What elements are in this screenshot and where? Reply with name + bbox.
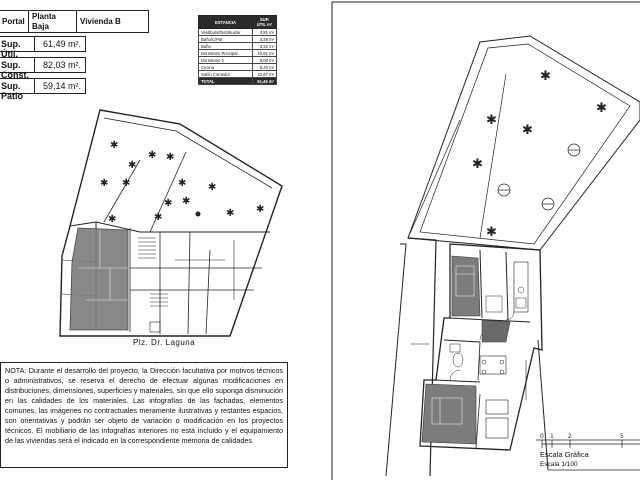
room-name: Baño/C/Pat xyxy=(199,36,253,43)
tree-icons xyxy=(472,69,607,240)
tree-icon: ✱ xyxy=(226,208,235,219)
scale-bar xyxy=(542,440,640,448)
room-table-header-name: ESTANCIA xyxy=(199,16,253,29)
tree-icon: ✱ xyxy=(154,212,163,223)
table-row xyxy=(199,64,277,71)
shrub-icons xyxy=(498,144,580,210)
street-label: Plz. Dr. Laguna xyxy=(133,338,196,347)
tree-icons xyxy=(100,140,264,225)
sup-const-box xyxy=(0,57,86,80)
sup-patio-label: Sup. Patio xyxy=(0,79,35,93)
table-row xyxy=(199,36,277,43)
room-area: 3,81 m² xyxy=(253,29,277,36)
tree-icon: ✱ xyxy=(596,101,607,116)
sup-const-value: 82,03 m². xyxy=(42,60,81,70)
room-area: 10,61 m² xyxy=(253,50,277,57)
table-row xyxy=(199,71,277,78)
sup-util-value: 61,49 m². xyxy=(42,39,81,49)
vivienda-cell: Vivienda B xyxy=(77,11,149,33)
room-area-table xyxy=(198,15,277,85)
table-row xyxy=(199,29,277,36)
room-name: Salón Comedor xyxy=(199,71,253,78)
tree-icon: ✱ xyxy=(108,214,117,225)
room-area: 3,32 m² xyxy=(253,43,277,50)
room-name: Vestíbulo/Distribuidor xyxy=(199,29,253,36)
sup-const-label: Sup. Const. xyxy=(0,58,35,72)
right-sheet xyxy=(330,0,640,480)
room-area: 3,38 m² xyxy=(253,36,277,43)
tree-icon: ✱ xyxy=(522,123,533,138)
sup-util-box xyxy=(0,36,86,59)
room-name: Cocina xyxy=(199,64,253,71)
tree-icon: ✱ xyxy=(110,140,119,151)
highlighted-unit xyxy=(70,228,128,330)
total-row xyxy=(199,78,277,85)
tree-icon: ✱ xyxy=(128,160,137,171)
tree-icon: ✱ xyxy=(122,178,131,189)
table-row xyxy=(199,43,277,50)
tree-icon: ✱ xyxy=(486,113,497,128)
left-sheet xyxy=(0,0,300,480)
unit-floor-plan xyxy=(330,0,640,480)
tree-icon: ✱ xyxy=(256,204,265,215)
sup-patio-box xyxy=(0,78,86,101)
total-label: TOTAL xyxy=(199,78,253,85)
scale-caption xyxy=(540,450,589,470)
tree-icon: ✱ xyxy=(472,157,483,172)
room-table-header-value: SUP. ÚTIL m² xyxy=(253,16,277,29)
room-name: Baño xyxy=(199,43,253,50)
bush-icon xyxy=(196,212,201,217)
scale-tick: 1 xyxy=(550,433,554,440)
room-area: 8,20 m² xyxy=(253,64,277,71)
room-area: 22,67 m² xyxy=(253,71,277,78)
scale-tick: 0 xyxy=(540,433,544,440)
scale-tick: 5 xyxy=(620,433,624,440)
total-value: 61,49 m² xyxy=(253,78,277,85)
tree-icon: ✱ xyxy=(208,182,217,193)
tree-icon: ✱ xyxy=(166,152,175,163)
header-table xyxy=(0,10,149,33)
sup-patio-value: 59,14 m². xyxy=(42,81,81,91)
table-row xyxy=(199,50,277,57)
table-row xyxy=(199,57,277,64)
disclaimer-note: NOTA: Durante el desarrollo del proyecto, la Dirección facultativa por motivos técnicos o administrativos, se reserva el derecho de efectuar algunas modificaciones en distribuciones, dimensiones, superficies y materiales, sin que ello suponga disminución en las calidades de los materiales. Las infografías de las fachadas, elementos comunes, las imágenes no contractuales meramente ilustrativas y restantes espacios, son orientativas y podrán ser objeto de variación o modificación en los proyectos técnicos. El mobiliario de las infografías interiores no está incluido y el equipamiento de las viviendas será el indicado en la correspondiente memoria de calidades. xyxy=(0,362,288,468)
tree-icon: ✱ xyxy=(540,69,551,84)
tree-icon: ✱ xyxy=(100,178,109,189)
building-floor-plan xyxy=(0,100,300,360)
tree-icon: ✱ xyxy=(182,196,191,207)
courtyard-outline xyxy=(408,36,640,250)
room-name: Dormitorio 2 xyxy=(199,57,253,64)
portal-cell: Portal xyxy=(0,11,29,33)
hall-highlight xyxy=(482,320,510,342)
tree-icon: ✱ xyxy=(486,225,497,240)
scale-tick: 2 xyxy=(568,433,572,440)
tree-icon: ✱ xyxy=(164,198,173,209)
scale-ratio: Escala 1/100 xyxy=(540,461,578,468)
tree-icon: ✱ xyxy=(178,178,187,189)
main-bedroom-highlight xyxy=(422,384,476,444)
sup-util-label: Sup. Útil. xyxy=(0,37,35,51)
planta-cell: Planta Baja xyxy=(29,11,77,33)
room-name: Dormitorio Principal xyxy=(199,50,253,57)
tree-icon: ✱ xyxy=(148,150,157,161)
room-area: 8,00 m² xyxy=(253,57,277,64)
scale-label: Escala Gráfica xyxy=(540,450,589,459)
